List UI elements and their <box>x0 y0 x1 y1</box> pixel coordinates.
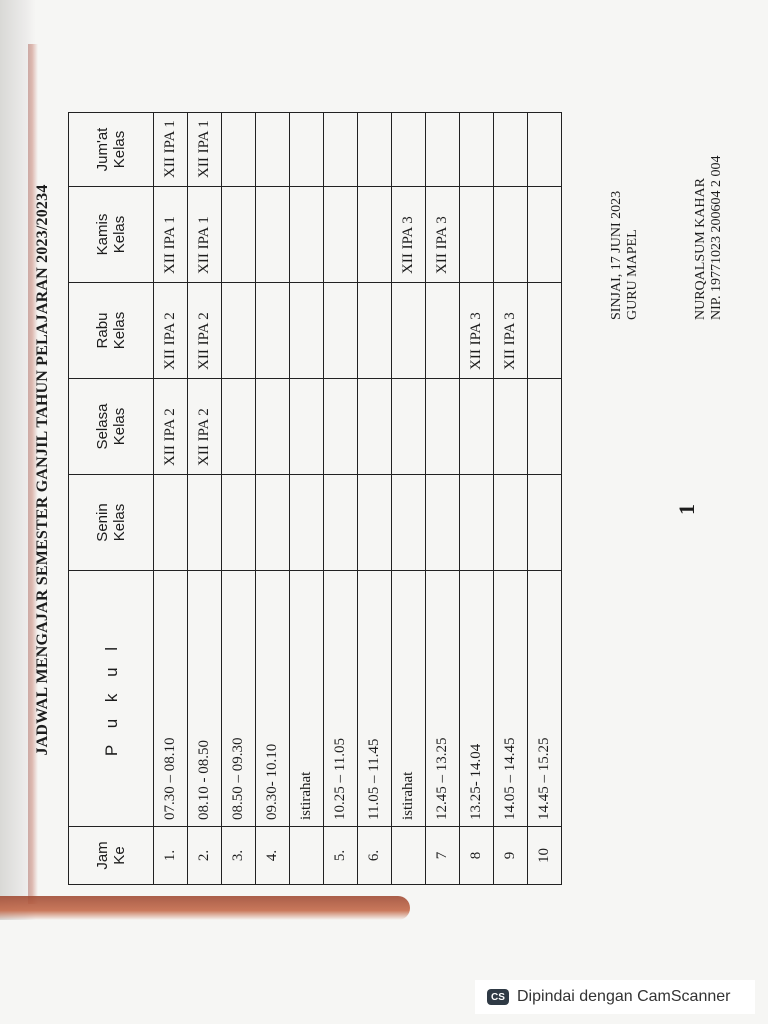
selasa-cell <box>324 379 358 475</box>
pukul-cell: istirahat <box>290 571 324 827</box>
table-row <box>460 113 494 885</box>
kamis-cell <box>494 187 528 283</box>
pukul-cell: 12.45 – 13.25 <box>426 571 460 827</box>
pukul-cell: 11.05 – 11.45 <box>358 571 392 827</box>
kamis-cell: XII IPA 1 <box>188 187 222 283</box>
pukul-cell: 14.45 – 15.25 <box>528 571 562 827</box>
rabu-cell: XII IPA 3 <box>460 283 494 379</box>
jumat-cell <box>426 113 460 187</box>
rabu-cell <box>392 283 426 379</box>
selasa-cell <box>222 379 256 475</box>
signature-block <box>609 155 725 320</box>
jam-cell: 7 <box>426 827 460 885</box>
senin-cell <box>222 475 256 571</box>
table-row <box>256 113 290 885</box>
header-jam: Jam Ke <box>69 827 154 885</box>
table-row <box>154 113 188 885</box>
senin-cell <box>154 475 188 571</box>
kamis-cell: XII IPA 3 <box>426 187 460 283</box>
jam-cell: 6. <box>358 827 392 885</box>
table-row <box>324 113 358 885</box>
jam-cell: 5. <box>324 827 358 885</box>
pukul-cell: 14.05 – 14.45 <box>494 571 528 827</box>
selasa-cell <box>256 379 290 475</box>
kamis-cell <box>528 187 562 283</box>
selasa-cell <box>494 379 528 475</box>
signature-name: NURQALSUM KAHAR <box>693 178 708 320</box>
jumat-cell <box>358 113 392 187</box>
pukul-cell: 07.30 – 08.10 <box>154 571 188 827</box>
senin-cell <box>494 475 528 571</box>
signature-role: GURU MAPEL <box>625 229 640 320</box>
rabu-cell <box>256 283 290 379</box>
signature-place-date: SINJAI, 17 JUNI 2023 <box>609 190 624 320</box>
senin-cell <box>528 475 562 571</box>
rabu-cell: XII IPA 2 <box>154 283 188 379</box>
kamis-cell <box>290 187 324 283</box>
jam-cell: 8 <box>460 827 494 885</box>
table-row <box>222 113 256 885</box>
pukul-cell: 08.50 – 09.30 <box>222 571 256 827</box>
jumat-cell <box>256 113 290 187</box>
table-row <box>290 113 324 885</box>
selasa-cell: XII IPA 2 <box>154 379 188 475</box>
kamis-cell <box>222 187 256 283</box>
selasa-cell <box>358 379 392 475</box>
senin-cell <box>188 475 222 571</box>
document-title: JADWAL MENGAJAR SEMESTER GANJIL TAHUN PELAJARAN 2023/20234 <box>34 184 51 756</box>
schedule-table <box>68 112 562 885</box>
jam-cell: 10 <box>528 827 562 885</box>
table-row <box>358 113 392 885</box>
senin-cell <box>290 475 324 571</box>
jumat-cell <box>528 113 562 187</box>
jumat-cell: XII IPA 1 <box>188 113 222 187</box>
rabu-cell <box>426 283 460 379</box>
page-number: 1 <box>674 504 699 515</box>
jam-cell <box>392 827 426 885</box>
jumat-cell <box>392 113 426 187</box>
rabu-cell: XII IPA 2 <box>188 283 222 379</box>
jam-cell: 1. <box>154 827 188 885</box>
jumat-cell <box>222 113 256 187</box>
kamis-cell: XII IPA 1 <box>154 187 188 283</box>
pukul-cell: istirahat <box>392 571 426 827</box>
kamis-cell: XII IPA 3 <box>392 187 426 283</box>
header-jumat: Jum'at Kelas <box>69 113 154 187</box>
jumat-cell: XII IPA 1 <box>154 113 188 187</box>
rabu-cell <box>290 283 324 379</box>
header-selasa: Selasa Kelas <box>69 379 154 475</box>
rabu-cell <box>358 283 392 379</box>
senin-cell <box>460 475 494 571</box>
red-cover-strip <box>0 896 410 920</box>
header-row <box>69 113 154 885</box>
camscanner-logo-icon: CS <box>487 989 509 1005</box>
header-pukul: P u k u l <box>69 571 154 827</box>
table-row <box>188 113 222 885</box>
pukul-cell: 13.25- 14.04 <box>460 571 494 827</box>
signature-nip: NIP. 19771023 200604 2 004 <box>709 155 724 320</box>
jam-cell: 4. <box>256 827 290 885</box>
jam-cell: 3. <box>222 827 256 885</box>
table-row <box>392 113 426 885</box>
pukul-cell: 09.30- 10.10 <box>256 571 290 827</box>
selasa-cell: XII IPA 2 <box>188 379 222 475</box>
jam-cell <box>290 827 324 885</box>
selasa-cell <box>528 379 562 475</box>
header-rabu: Rabu Kelas <box>69 283 154 379</box>
table-row <box>494 113 528 885</box>
senin-cell <box>358 475 392 571</box>
selasa-cell <box>392 379 426 475</box>
selasa-cell <box>460 379 494 475</box>
pukul-cell: 10.25 – 11.05 <box>324 571 358 827</box>
selasa-cell <box>290 379 324 475</box>
kamis-cell <box>324 187 358 283</box>
camscanner-text: Dipindai dengan CamScanner <box>517 988 731 1005</box>
rabu-cell <box>528 283 562 379</box>
senin-cell <box>256 475 290 571</box>
jam-cell: 2. <box>188 827 222 885</box>
jumat-cell <box>460 113 494 187</box>
senin-cell <box>392 475 426 571</box>
jumat-cell <box>494 113 528 187</box>
jumat-cell <box>324 113 358 187</box>
rabu-cell <box>222 283 256 379</box>
senin-cell <box>324 475 358 571</box>
rabu-cell <box>324 283 358 379</box>
kamis-cell <box>460 187 494 283</box>
camscanner-badge <box>475 980 755 1014</box>
selasa-cell <box>426 379 460 475</box>
kamis-cell <box>358 187 392 283</box>
header-kamis: Kamis Kelas <box>69 187 154 283</box>
pukul-cell: 08.10 - 08.50 <box>188 571 222 827</box>
table-row <box>528 113 562 885</box>
kamis-cell <box>256 187 290 283</box>
senin-cell <box>426 475 460 571</box>
table-row <box>426 113 460 885</box>
rabu-cell: XII IPA 3 <box>494 283 528 379</box>
jam-cell: 9 <box>494 827 528 885</box>
header-senin: Senin Kelas <box>69 475 154 571</box>
schedule-sheet <box>34 35 734 905</box>
jumat-cell <box>290 113 324 187</box>
